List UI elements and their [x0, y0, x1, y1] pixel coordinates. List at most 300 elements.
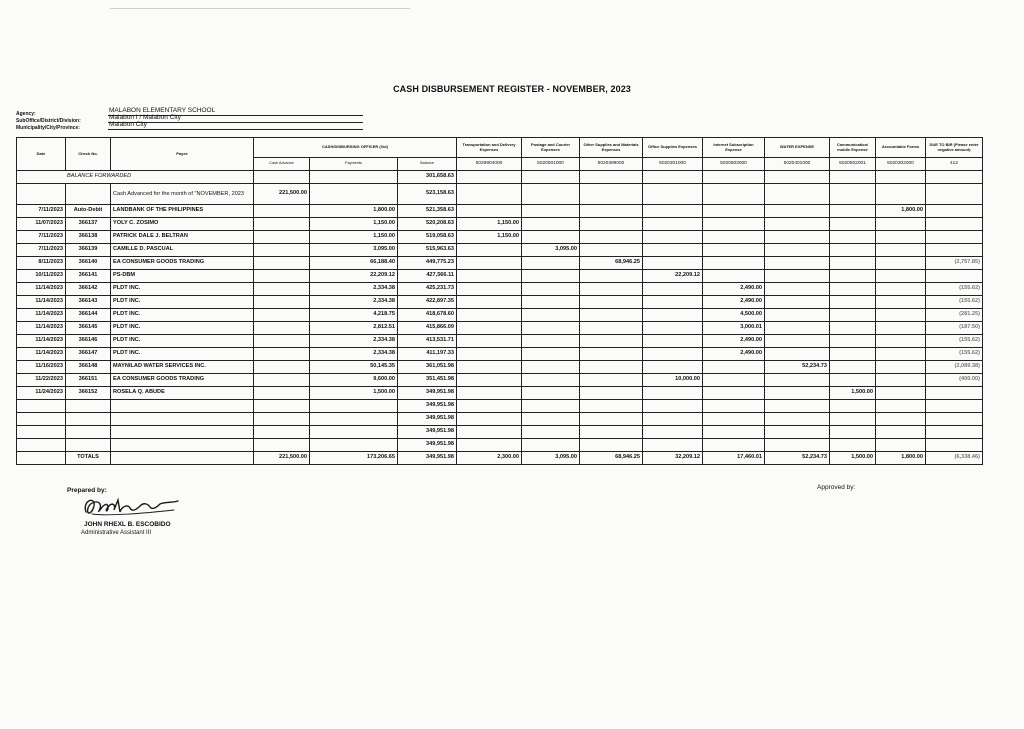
table-row [17, 218, 983, 231]
row-internet [703, 218, 765, 231]
row-check-no: 366151 [66, 374, 111, 387]
row-check-no: 366147 [66, 348, 111, 361]
row-other-supplies [580, 270, 643, 283]
blank-row [17, 439, 983, 452]
row-balance: 411,197.33 [398, 348, 457, 361]
row-due-bir [926, 244, 983, 257]
row-transport [457, 348, 522, 361]
row-due-bir: (155.62) [926, 348, 983, 361]
totals-row [17, 452, 983, 465]
col-internet-header: Internet Subscription Expense [703, 138, 765, 158]
municipality-value: Malabon City [109, 121, 147, 128]
row-payment: 2,334.38 [310, 335, 398, 348]
row-date: 11/14/2023 [17, 283, 66, 296]
row-office-supplies: 10,000.00 [643, 374, 703, 387]
scan-artifact-line [110, 8, 410, 9]
row-payment: 2,812.51 [310, 322, 398, 335]
col-office-supplies-header: Office Supplies Expenses [643, 138, 703, 158]
row-forms [876, 335, 926, 348]
blank-row [17, 400, 983, 413]
row-forms [876, 322, 926, 335]
row-water [765, 374, 830, 387]
totals-cash-advance: 221,500.00 [254, 452, 310, 465]
row-cash-advance [254, 296, 310, 309]
row-cash-advance [254, 361, 310, 374]
row-postage [522, 322, 580, 335]
row-balance: 515,963.63 [398, 244, 457, 257]
row-check-no: 366139 [66, 244, 111, 257]
row-comm [830, 309, 876, 322]
row-date: 7/11/2023 [17, 205, 66, 218]
row-payee: PS-DBM [111, 270, 254, 283]
row-payee: PLDT INC. [111, 309, 254, 322]
totals-due-bir: (6,338.46) [926, 452, 983, 465]
row-postage [522, 361, 580, 374]
row-internet: 3,000.01 [703, 322, 765, 335]
row-forms [876, 374, 926, 387]
col-balance-header: Balance [398, 158, 457, 171]
row-other-supplies [580, 205, 643, 218]
row-check-no: 366146 [66, 335, 111, 348]
row-comm [830, 218, 876, 231]
row-comm [830, 270, 876, 283]
row-check-no: 366152 [66, 387, 111, 400]
balance-forwarded-label: BALANCE FORWARDED [17, 171, 254, 184]
row-transport [457, 374, 522, 387]
totals-forms: 1,800.00 [876, 452, 926, 465]
blank-row-balance: 349,951.98 [398, 413, 457, 426]
row-office-supplies [643, 283, 703, 296]
row-date: 8/11/2023 [17, 257, 66, 270]
row-forms [876, 387, 926, 400]
row-payment: 2,334.38 [310, 348, 398, 361]
balance-forwarded-row [17, 171, 983, 184]
office-label: SubOffice/District/Division: [16, 118, 81, 124]
row-payee: PLDT INC. [111, 348, 254, 361]
row-transport [457, 309, 522, 322]
row-check-no: 366137 [66, 218, 111, 231]
row-payee: CAMILLE D. PASCUAL [111, 244, 254, 257]
row-other-supplies [580, 309, 643, 322]
row-other-supplies [580, 231, 643, 244]
row-other-supplies [580, 348, 643, 361]
row-water [765, 309, 830, 322]
row-postage [522, 309, 580, 322]
row-check-no: 366148 [66, 361, 111, 374]
row-internet [703, 231, 765, 244]
row-due-bir [926, 231, 983, 244]
row-payee: PATRICK DALE J. BELTRAN [111, 231, 254, 244]
col-check-header: Check No. [66, 138, 111, 171]
row-postage [522, 270, 580, 283]
code-postage: 5020501000 [522, 158, 580, 171]
row-office-supplies [643, 387, 703, 400]
blank-row-balance: 349,951.98 [398, 439, 457, 452]
code-comm: 5020502001 [830, 158, 876, 171]
row-date: 11/14/2023 [17, 309, 66, 322]
row-postage [522, 348, 580, 361]
row-payment: 2,334.38 [310, 283, 398, 296]
row-payee: EA CONSUMER GOODS TRADING [111, 374, 254, 387]
table-row [17, 309, 983, 322]
col-water-header: WATER EXPENSE [765, 138, 830, 158]
signature-image [78, 492, 188, 522]
preparer-position: Administrative Assistant III [81, 530, 152, 536]
row-postage [522, 257, 580, 270]
table-row [17, 348, 983, 361]
row-due-bir [926, 205, 983, 218]
row-internet: 2,490.00 [703, 348, 765, 361]
row-transport [457, 296, 522, 309]
row-balance: 425,231.73 [398, 283, 457, 296]
row-other-supplies [580, 374, 643, 387]
agency-label: Agency: [16, 111, 36, 117]
code-due-bir: 412 [926, 158, 983, 171]
row-internet [703, 244, 765, 257]
row-other-supplies [580, 361, 643, 374]
municipality-label: Municipality/City/Province: [16, 125, 80, 131]
row-office-supplies [643, 296, 703, 309]
table-row [17, 270, 983, 283]
row-cash-advance [254, 309, 310, 322]
row-payee: EA CONSUMER GOODS TRADING [111, 257, 254, 270]
row-office-supplies [643, 231, 703, 244]
row-other-supplies [580, 218, 643, 231]
row-check-no: 366145 [66, 322, 111, 335]
totals-payments: 173,206.65 [310, 452, 398, 465]
row-payee: YOLY C. ZOSIMO [111, 218, 254, 231]
agency-value: MALABON ELEMENTARY SCHOOL [109, 107, 216, 114]
row-due-bir [926, 387, 983, 400]
cash-advance-amount: 221,500.00 [254, 184, 310, 205]
col-date-header: Date [17, 138, 66, 171]
row-due-bir: (155.62) [926, 296, 983, 309]
row-comm [830, 348, 876, 361]
row-internet: 2,490.00 [703, 335, 765, 348]
row-water [765, 283, 830, 296]
balance-forwarded-balance: 301,658.63 [398, 171, 457, 184]
row-balance: 449,775.23 [398, 257, 457, 270]
row-office-supplies [643, 348, 703, 361]
row-postage [522, 283, 580, 296]
row-cash-advance [254, 322, 310, 335]
totals-balance: 349,951.98 [398, 452, 457, 465]
row-check-no: 366143 [66, 296, 111, 309]
row-balance: 520,208.63 [398, 218, 457, 231]
row-water [765, 348, 830, 361]
row-payee: ROSELA Q. ABUDE [111, 387, 254, 400]
blank-row-balance: 349,951.98 [398, 400, 457, 413]
col-other-supplies-header: Other Supplies and Materials Expenses [580, 138, 643, 158]
row-forms [876, 348, 926, 361]
row-forms [876, 270, 926, 283]
col-transport-header: Transportation and Delivery Expenses [457, 138, 522, 158]
row-cash-advance [254, 244, 310, 257]
row-payee: PLDT INC. [111, 322, 254, 335]
row-comm [830, 205, 876, 218]
table-row [17, 257, 983, 270]
table-row [17, 231, 983, 244]
totals-other-supplies: 68,946.25 [580, 452, 643, 465]
row-transport [457, 244, 522, 257]
row-payee: MAYNILAD WATER SERVICES INC. [111, 361, 254, 374]
table-row [17, 361, 983, 374]
row-water [765, 322, 830, 335]
code-forms: 5020302000 [876, 158, 926, 171]
row-due-bir: (155.62) [926, 283, 983, 296]
row-date: 11/22/2023 [17, 374, 66, 387]
code-office-supplies: 5020301000 [643, 158, 703, 171]
row-payee: PLDT INC. [111, 296, 254, 309]
row-forms [876, 283, 926, 296]
row-check-no: 366144 [66, 309, 111, 322]
row-other-supplies: 68,946.25 [580, 257, 643, 270]
cash-advance-row [17, 184, 983, 205]
totals-internet: 17,460.01 [703, 452, 765, 465]
row-other-supplies [580, 335, 643, 348]
row-date: 11/14/2023 [17, 348, 66, 361]
totals-office-supplies: 32,209.12 [643, 452, 703, 465]
row-office-supplies [643, 309, 703, 322]
row-check-no: 366141 [66, 270, 111, 283]
row-due-bir [926, 218, 983, 231]
row-date: 11/14/2023 [17, 296, 66, 309]
row-payment: 1,800.00 [310, 205, 398, 218]
col-comm-header: Communication/ mobile Expense [830, 138, 876, 158]
col-postage-header: Postage and Courier Expenses [522, 138, 580, 158]
blank-row-balance: 349,951.98 [398, 426, 457, 439]
blank-row [17, 426, 983, 439]
row-water [765, 296, 830, 309]
totals-water: 52,234.73 [765, 452, 830, 465]
row-postage [522, 218, 580, 231]
row-due-bir: (187.50) [926, 322, 983, 335]
row-forms [876, 296, 926, 309]
row-balance: 349,951.98 [398, 387, 457, 400]
row-payee: LANDBANK OF THE PHILIPPINES [111, 205, 254, 218]
row-payment: 3,095.00 [310, 244, 398, 257]
row-internet [703, 387, 765, 400]
row-due-bir: (400.00) [926, 374, 983, 387]
row-comm [830, 335, 876, 348]
row-internet [703, 205, 765, 218]
row-water [765, 231, 830, 244]
row-balance: 427,566.11 [398, 270, 457, 283]
row-transport [457, 322, 522, 335]
row-internet [703, 257, 765, 270]
row-forms: 1,800.00 [876, 205, 926, 218]
totals-postage: 3,095.00 [522, 452, 580, 465]
row-transport [457, 257, 522, 270]
row-check-no: 366138 [66, 231, 111, 244]
row-date: 7/11/2023 [17, 231, 66, 244]
row-other-supplies [580, 387, 643, 400]
totals-label: TOTALS [66, 452, 111, 465]
table-row [17, 244, 983, 257]
row-due-bir: (2,089.38) [926, 361, 983, 374]
prepared-by-label: Prepared by: [67, 487, 107, 494]
row-office-supplies [643, 244, 703, 257]
row-transport [457, 361, 522, 374]
row-payee: PLDT INC. [111, 283, 254, 296]
row-postage [522, 296, 580, 309]
row-comm [830, 283, 876, 296]
row-internet [703, 270, 765, 283]
row-comm [830, 257, 876, 270]
row-check-no: 366140 [66, 257, 111, 270]
row-cash-advance [254, 231, 310, 244]
row-cash-advance [254, 257, 310, 270]
row-forms [876, 218, 926, 231]
row-postage [522, 387, 580, 400]
row-balance: 519,058.63 [398, 231, 457, 244]
row-forms [876, 361, 926, 374]
row-other-supplies [580, 296, 643, 309]
row-forms [876, 244, 926, 257]
row-date: 11/07/2023 [17, 218, 66, 231]
row-water: 52,234.73 [765, 361, 830, 374]
totals-comm: 1,500.00 [830, 452, 876, 465]
row-comm [830, 231, 876, 244]
row-date: 11/14/2023 [17, 335, 66, 348]
row-check-no: 366142 [66, 283, 111, 296]
row-water [765, 335, 830, 348]
row-check-no: Auto-Debit [66, 205, 111, 218]
row-office-supplies [643, 205, 703, 218]
row-water [765, 270, 830, 283]
row-payment: 50,145.35 [310, 361, 398, 374]
row-due-bir: (2,757.85) [926, 257, 983, 270]
row-comm: 1,500.00 [830, 387, 876, 400]
row-postage [522, 374, 580, 387]
table-row [17, 283, 983, 296]
cash-advance-description: Cash Advanced for the month of "NOVEMBER, 2023 [111, 184, 254, 205]
office-value: Malabon I / Malabon City [109, 114, 181, 121]
row-transport [457, 387, 522, 400]
row-cash-advance [254, 348, 310, 361]
row-balance: 413,531.71 [398, 335, 457, 348]
row-water [765, 387, 830, 400]
row-internet [703, 361, 765, 374]
header-row [17, 138, 983, 158]
row-payment: 1,500.00 [310, 387, 398, 400]
row-office-supplies [643, 322, 703, 335]
row-forms [876, 231, 926, 244]
row-other-supplies [580, 244, 643, 257]
register-table [16, 137, 983, 465]
row-internet: 2,490.00 [703, 283, 765, 296]
row-internet: 2,490.00 [703, 296, 765, 309]
row-date: 11/24/2023 [17, 387, 66, 400]
approved-by-label: Approved by: [817, 484, 856, 491]
row-payment: 1,150.00 [310, 231, 398, 244]
row-postage [522, 231, 580, 244]
row-water [765, 218, 830, 231]
row-office-supplies [643, 257, 703, 270]
row-cash-advance [254, 387, 310, 400]
row-balance: 351,451.98 [398, 374, 457, 387]
row-payment: 9,600.00 [310, 374, 398, 387]
row-internet: 4,500.00 [703, 309, 765, 322]
table-row [17, 335, 983, 348]
row-transport: 1,150.00 [457, 231, 522, 244]
row-other-supplies [580, 283, 643, 296]
col-cash-group-header: CASH/DISBURSING OFFICER (Vol) [254, 138, 457, 158]
row-transport [457, 335, 522, 348]
table-row [17, 322, 983, 335]
row-payment: 4,218.75 [310, 309, 398, 322]
row-balance: 521,358.63 [398, 205, 457, 218]
row-transport [457, 283, 522, 296]
row-comm [830, 361, 876, 374]
row-balance: 418,678.60 [398, 309, 457, 322]
row-cash-advance [254, 218, 310, 231]
row-payee: PLDT INC. [111, 335, 254, 348]
row-cash-advance [254, 270, 310, 283]
preparer-name: JOHN RHEXL B. ESCOBIDO [84, 521, 171, 528]
page-title: CASH DISBURSEMENT REGISTER - NOVEMBER, 2023 [393, 84, 631, 94]
col-payments-header: Payments [310, 158, 398, 171]
table-row [17, 296, 983, 309]
row-postage [522, 335, 580, 348]
totals-transport: 2,300.00 [457, 452, 522, 465]
municipality-underline [108, 129, 363, 130]
row-water [765, 205, 830, 218]
row-balance: 422,897.35 [398, 296, 457, 309]
row-payment: 66,188.40 [310, 257, 398, 270]
row-transport: 1,150.00 [457, 218, 522, 231]
row-transport [457, 270, 522, 283]
row-other-supplies [580, 322, 643, 335]
row-comm [830, 322, 876, 335]
row-date: 11/14/2023 [17, 322, 66, 335]
code-other-supplies: 5020399000 [580, 158, 643, 171]
table-row [17, 205, 983, 218]
row-payment: 2,334.38 [310, 296, 398, 309]
row-office-supplies [643, 361, 703, 374]
row-forms [876, 257, 926, 270]
row-cash-advance [254, 283, 310, 296]
row-office-supplies [643, 335, 703, 348]
code-transport: 5029904000 [457, 158, 522, 171]
row-comm [830, 244, 876, 257]
row-postage [522, 205, 580, 218]
row-cash-advance [254, 374, 310, 387]
row-water [765, 244, 830, 257]
col-cash-advance-header: Cash Advance [254, 158, 310, 171]
blank-row [17, 413, 983, 426]
row-payment: 1,150.00 [310, 218, 398, 231]
row-cash-advance [254, 335, 310, 348]
row-postage: 3,095.00 [522, 244, 580, 257]
row-comm [830, 296, 876, 309]
row-water [765, 257, 830, 270]
row-due-bir: (281.25) [926, 309, 983, 322]
col-payee-header: Payee [111, 138, 254, 171]
row-balance: 415,866.09 [398, 322, 457, 335]
row-office-supplies [643, 218, 703, 231]
table-row [17, 374, 983, 387]
row-balance: 361,051.98 [398, 361, 457, 374]
row-payment: 22,209.12 [310, 270, 398, 283]
row-comm [830, 374, 876, 387]
col-forms-header: Accountable Forms [876, 138, 926, 158]
row-internet [703, 374, 765, 387]
row-forms [876, 309, 926, 322]
row-cash-advance [254, 205, 310, 218]
code-internet: 5020503000 [703, 158, 765, 171]
row-date: 7/11/2023 [17, 244, 66, 257]
